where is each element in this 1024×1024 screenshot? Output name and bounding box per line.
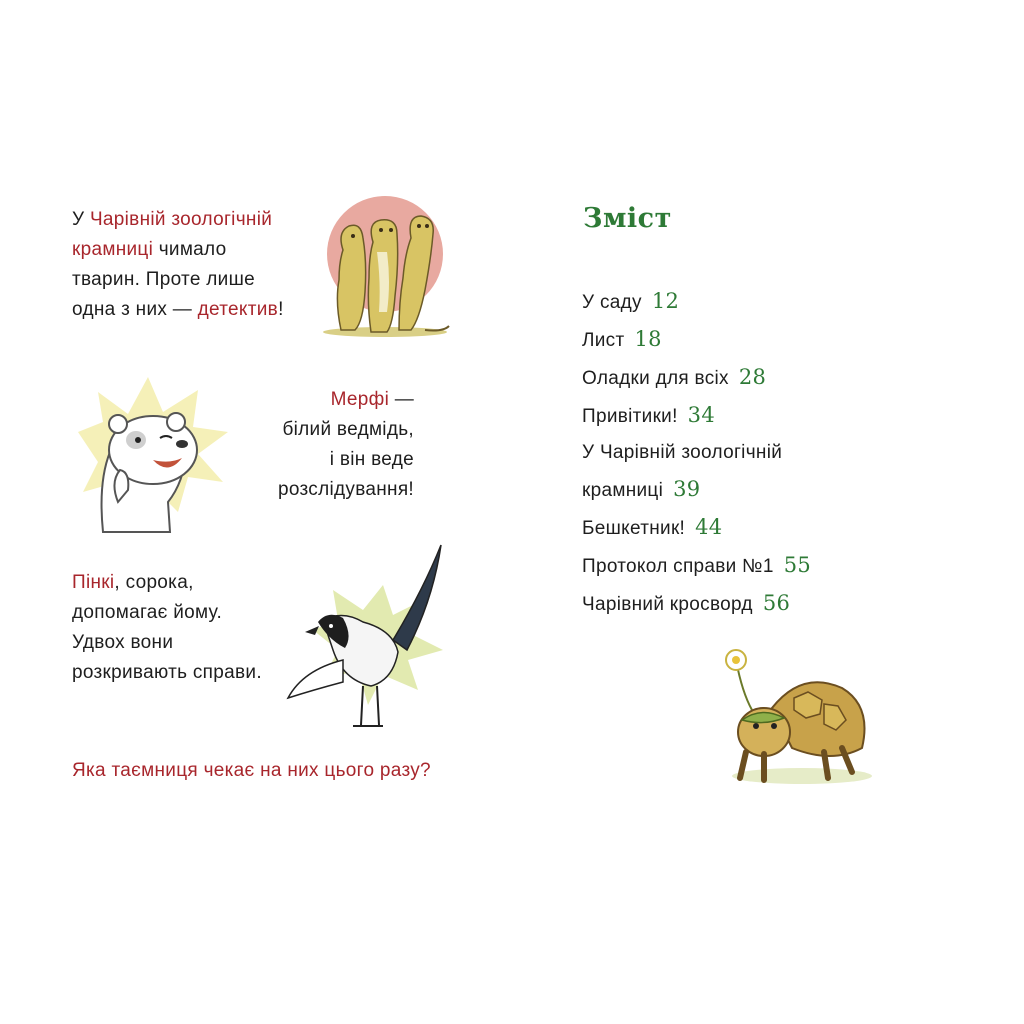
body-text: допомагає йому.	[72, 602, 223, 623]
intro-line	[72, 235, 284, 265]
toc-entry-label: У саду	[582, 292, 642, 313]
toc-entry-label: Бешкетник!	[582, 518, 686, 539]
highlighted-text: Пінкі	[72, 572, 115, 593]
body-text: , сорока,	[114, 572, 194, 593]
body-text: розкривають справи.	[72, 662, 262, 683]
body-text: !	[278, 299, 284, 320]
body-text: білий ведмідь,	[282, 419, 414, 440]
murphy-line	[278, 445, 414, 475]
toc-entry-page: 12	[651, 289, 680, 313]
toc-entry-label: У Чарівній зоологічній	[582, 442, 783, 463]
toc-entry	[582, 321, 811, 359]
body-text: У	[72, 209, 90, 230]
highlighted-text: Чарівній зоологічній	[89, 209, 273, 230]
meerkats-illustration	[315, 192, 455, 342]
intro-line	[72, 205, 284, 235]
toc-entry	[582, 509, 811, 547]
toc-entry-page: 56	[762, 591, 791, 615]
body-text: одна з них —	[72, 299, 198, 320]
toc-entry-page: 44	[695, 515, 723, 539]
toc-entry-label: крамниці	[582, 480, 664, 501]
toc-entry-label: Чарівний кросворд	[582, 594, 753, 615]
toc-entry-label: Привітики!	[582, 406, 678, 427]
body-text: —	[389, 389, 414, 410]
toc-entry-page: 18	[634, 327, 662, 351]
toc-entry-page: 34	[687, 403, 715, 427]
body-text: розслідування!	[277, 479, 414, 500]
toc-entry	[582, 585, 811, 623]
toc-entry	[582, 435, 811, 471]
highlighted-text: Мерфі	[330, 389, 390, 410]
body-text: чимало	[153, 239, 227, 260]
polar-bear-illustration	[58, 372, 238, 542]
toc-entry-label: Протокол справи №1	[582, 556, 774, 577]
murphy-paragraph	[278, 385, 414, 505]
murphy-line	[278, 415, 414, 445]
pinky-line	[72, 568, 262, 598]
intro-line	[72, 295, 284, 325]
magpie-illustration	[283, 540, 463, 740]
toc-entry	[582, 283, 811, 321]
toc-entry	[582, 397, 811, 435]
body-text: тварин. Проте лише	[72, 269, 255, 290]
toc-entry	[582, 471, 811, 509]
intro-paragraph	[72, 205, 284, 325]
murphy-line	[278, 475, 414, 505]
highlighted-text: крамниці	[72, 239, 154, 260]
pinky-line	[72, 658, 262, 688]
intro-line	[72, 265, 284, 295]
toc-entry-page: 39	[673, 477, 701, 501]
highlighted-text: детектив	[197, 299, 279, 320]
pinky-line	[72, 598, 262, 628]
toc-entry-label: Лист	[582, 330, 625, 351]
toc-entry-page: 55	[783, 553, 812, 577]
toc-entry	[582, 547, 811, 585]
toc-entry-label: Оладки для всіх	[582, 368, 729, 389]
pinky-paragraph	[72, 568, 262, 688]
toc-entry-page: 28	[738, 365, 767, 389]
toc-title: Зміст	[583, 203, 672, 234]
tortoise-illustration	[712, 648, 882, 798]
body-text: і він веде	[329, 449, 414, 470]
body-text: Удвох вони	[72, 632, 174, 653]
question-line: Яка таємниця чекає на них цього разу?	[72, 760, 431, 781]
murphy-line	[278, 385, 414, 415]
toc-entry	[582, 359, 811, 397]
pinky-line	[72, 628, 262, 658]
table-of-contents	[582, 283, 811, 623]
